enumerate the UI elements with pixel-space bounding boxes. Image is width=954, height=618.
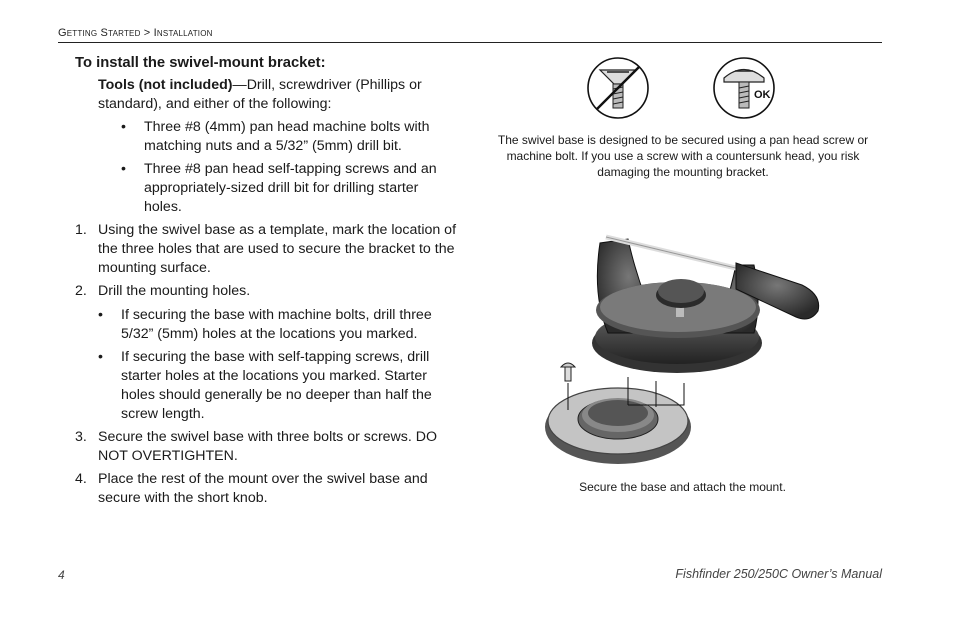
mount-caption: Secure the base and attach the mount. <box>579 480 786 494</box>
section-heading: To install the swivel-mount bracket: <box>75 55 326 71</box>
list-item: • If securing the base with self-tapping screws, drill starter holes at the locations you marked. Starter holes should generally be no deeper than half the screw length. <box>98 348 460 424</box>
pan-head-screw-ok-icon <box>714 58 774 118</box>
step-text: Secure the swivel base with three bolts or screws. DO NOT OVERTIGHTEN. <box>98 429 438 464</box>
step-number: 3. <box>75 429 87 445</box>
step-text: Drill the mounting holes. <box>98 283 251 299</box>
screw-comparison-figure <box>586 56 786 122</box>
countersunk-screw-prohibited-icon <box>588 58 648 118</box>
swivel-base-plate <box>545 388 691 464</box>
screws-caption: The swivel base is designed to be secured using a pan head screw or machine bolt. If you use a screw with a countersunk head, you risk damaging the mounting bracket. <box>497 133 869 179</box>
step-number: 1. <box>75 222 87 238</box>
page-number: 4 <box>58 568 65 582</box>
tools-options-list <box>121 118 460 217</box>
breadcrumb: Getting Started > Installation <box>58 27 213 39</box>
step-number: 4. <box>75 471 87 487</box>
tools-paragraph <box>98 76 460 217</box>
step-item <box>75 282 460 424</box>
list-item: • Three #8 pan head self-tapping screws and an appropriately-sized drill bit for drilling starter holes. <box>121 160 460 217</box>
step-item <box>75 470 460 508</box>
step-number: 2. <box>75 283 87 299</box>
step2-bullets <box>98 306 460 424</box>
mounting-screw-icon <box>561 363 575 381</box>
step-text: Place the rest of the mount over the swivel base and secure with the short knob. <box>98 471 428 506</box>
step-item <box>75 221 460 278</box>
step-text: Using the swivel base as a template, mark the location of the three holes that are used to secure the bracket to the mounting surface. <box>98 222 457 276</box>
step-item <box>75 428 460 466</box>
swivel-mount-illustration <box>540 215 830 470</box>
tools-text: —Drill, screwdriver (Phillips or standard), and either of the following: <box>98 77 422 112</box>
tools-label: Tools (not included) <box>98 77 233 93</box>
mount-body <box>592 237 819 373</box>
ok-label: OK <box>754 89 771 101</box>
list-item: • If securing the base with machine bolts, drill three 5/32” (5mm) holes at the locations you marked. <box>98 306 460 344</box>
list-item: • Three #8 (4mm) pan head machine bolts with matching nuts and a 5/32” (5mm) drill bit. <box>121 118 460 156</box>
steps-list <box>75 221 460 508</box>
manual-title: Fishfinder 250/250C Owner’s Manual <box>675 567 882 581</box>
instructions-column <box>75 54 460 512</box>
header-rule <box>58 42 882 43</box>
